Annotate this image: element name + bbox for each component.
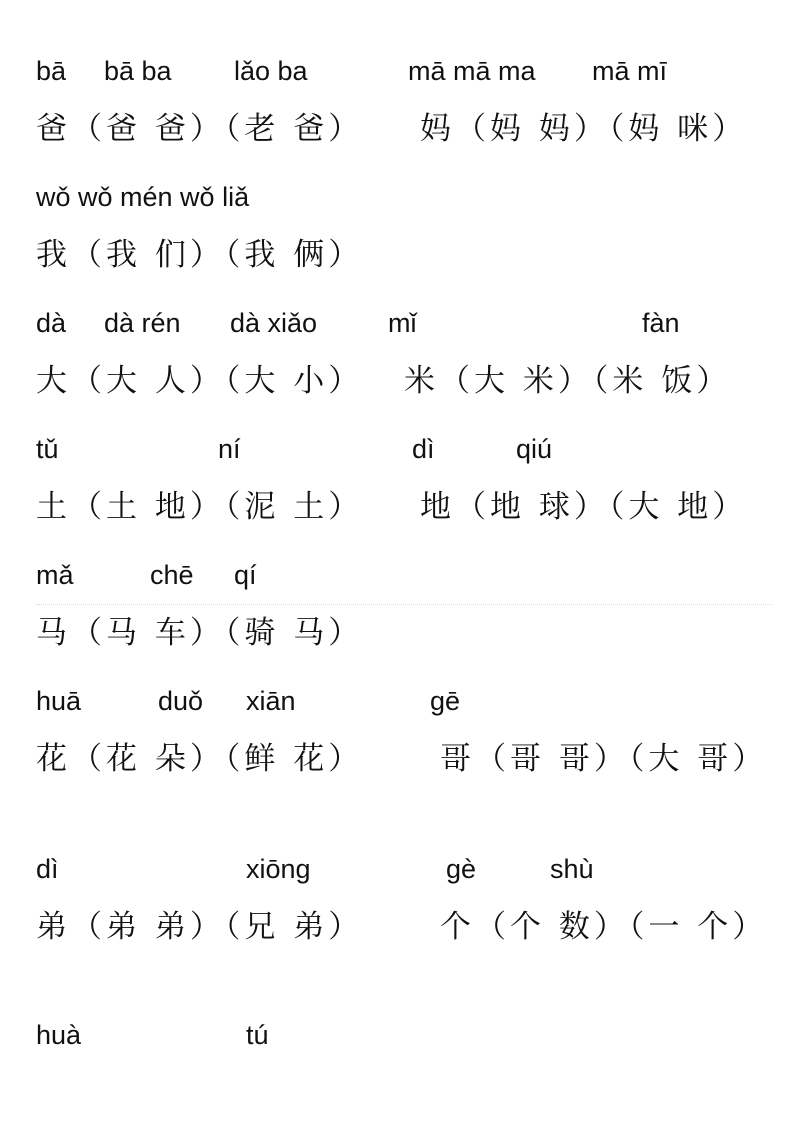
pinyin-ba: bā <box>36 56 67 86</box>
hanzi-tu-words: 土（土 地）（泥 土） <box>36 489 364 525</box>
pinyin-ge: gē <box>430 686 461 716</box>
hanzi-ma-che-words: 马（马 车）（骑 马） <box>36 615 364 651</box>
pinyin-mamama: mā mā ma <box>408 56 536 86</box>
hanzi-ma-words: 妈（妈 妈）（妈 咪） <box>420 111 748 147</box>
pinyin-ge-measure: gè <box>446 854 477 884</box>
pinyin-baba: bā ba <box>104 56 172 86</box>
pinyin-duo: duǒ <box>158 686 204 716</box>
hanzi-mi-words: 米（大 米）（米 饭） <box>404 363 732 399</box>
hanzi-da-words: 大（大 人）（大 小） <box>36 363 364 399</box>
pinyin-di: dì <box>412 434 435 464</box>
pinyin-hua: huā <box>36 686 82 716</box>
pinyin-tu: tǔ <box>36 434 59 464</box>
hanzi-ba-words: 爸（爸 爸）（老 爸） <box>36 111 364 147</box>
hanzi-ge-words: 哥（哥 哥）（大 哥） <box>440 741 768 777</box>
pinyin-qi: qí <box>234 560 257 590</box>
pinyin-ni: ní <box>218 434 241 464</box>
pinyin-hua-draw: huà <box>36 1020 82 1050</box>
hanzi-di-brother-words: 弟（弟 弟）（兄 弟） <box>36 909 364 945</box>
pinyin-shu: shù <box>550 854 594 884</box>
pinyin-qiu: qiú <box>516 434 553 464</box>
pinyin-daxiao: dà xiǎo <box>230 308 318 338</box>
pinyin-xian: xiān <box>246 686 296 716</box>
pinyin-che: chē <box>150 560 194 590</box>
pinyin-mami: mā mī <box>592 56 668 86</box>
pinyin-laoba: lǎo ba <box>234 56 308 86</box>
pinyin-mi: mǐ <box>388 308 417 338</box>
pinyin-da: dà <box>36 308 67 338</box>
hanzi-ge-measure-words: 个（个 数）（一 个） <box>440 909 768 945</box>
hanzi-di-words: 地（地 球）（大 地） <box>420 489 748 525</box>
pinyin-ma: mǎ <box>36 560 74 590</box>
pinyin-xiong: xiōng <box>246 854 311 884</box>
pinyin-daren: dà rén <box>104 308 181 338</box>
hanzi-wo-words: 我（我 们）（我 俩） <box>36 237 364 273</box>
pinyin-fan: fàn <box>642 308 680 338</box>
dotted-separator <box>36 604 772 605</box>
pinyin-tu-picture: tú <box>246 1020 269 1050</box>
pinyin-di-brother: dì <box>36 854 59 884</box>
hanzi-hua-words: 花（花 朵）（鲜 花） <box>36 741 364 777</box>
pinyin-wo-line: wǒ wǒ mén wǒ liǎ <box>36 182 250 212</box>
